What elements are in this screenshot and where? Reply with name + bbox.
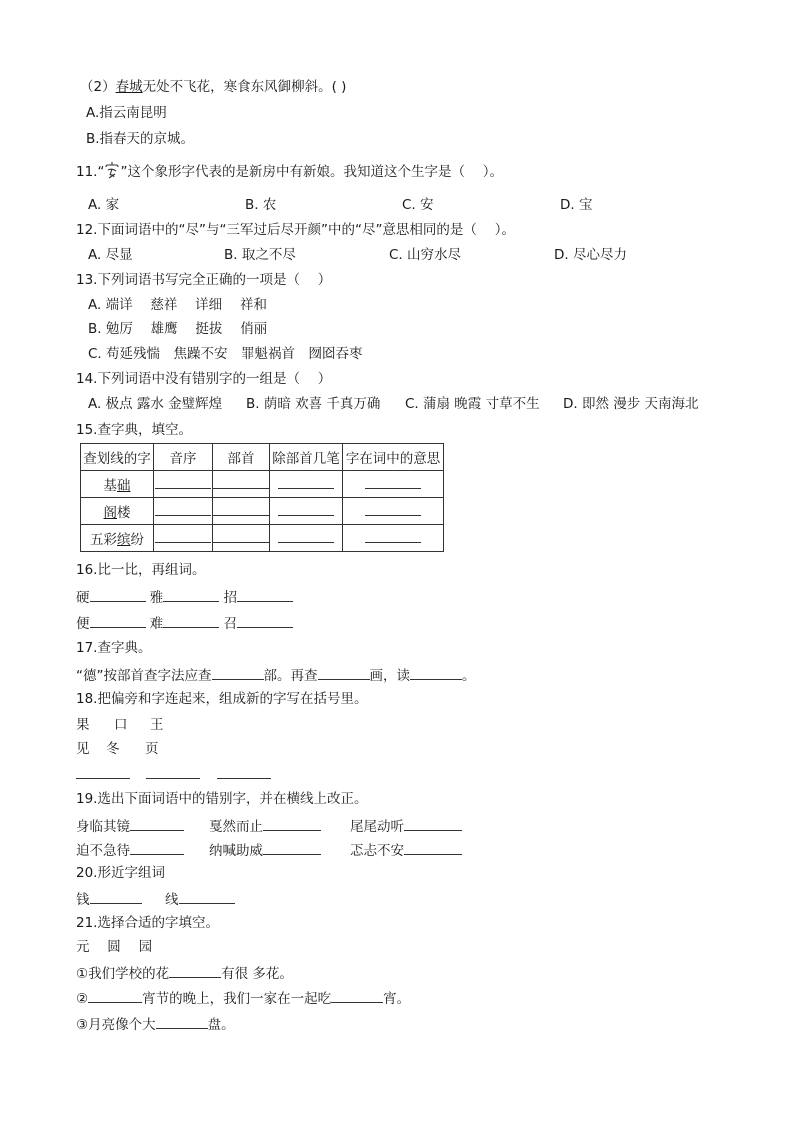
q14-option-a: A. 极点 露水 金璧辉煌 <box>88 396 223 412</box>
char-item[interactable]: 页 <box>145 741 159 757</box>
answer-blank[interactable] <box>343 525 444 552</box>
header-cell: 查划线的字 <box>81 444 154 471</box>
q21-char-choices: 元 圆 园 <box>76 939 153 955</box>
q21-sentence-3: ③月亮像个大 盘。 <box>76 1014 235 1034</box>
q21-sentence-1: ①我们学校的花 有很 多花。 <box>76 963 293 983</box>
answer-blank[interactable] <box>154 525 213 552</box>
q19-item: 忑忐不安 <box>350 840 462 860</box>
q16-row-1: 硬 雅 招 <box>76 587 293 607</box>
answer-blank[interactable] <box>146 764 200 779</box>
q20-stem: 20.形近字组词 <box>76 865 165 881</box>
header-cell: 字在词中的意思 <box>343 444 444 471</box>
answer-blank[interactable] <box>270 471 343 498</box>
q20-item: 钱 <box>76 889 142 909</box>
table-row <box>81 471 444 498</box>
answer-blank[interactable] <box>331 988 383 1003</box>
q14-option-b: B. 荫暗 欢喜 千真万确 <box>246 396 381 412</box>
answer-blank[interactable] <box>90 587 146 602</box>
header-cell: 部首 <box>213 444 270 471</box>
q14-option-d: D. 即然 漫步 天南海北 <box>563 396 699 412</box>
answer-blank[interactable] <box>404 840 462 855</box>
answer-blank[interactable] <box>217 764 271 779</box>
header-cell: 音序 <box>154 444 213 471</box>
table-row <box>81 525 444 552</box>
dictionary-table <box>80 443 444 552</box>
answer-blank[interactable] <box>263 840 321 855</box>
q12-option-c: C. 山穷水尽 <box>389 247 462 263</box>
q12-option-a: A. 尽显 <box>88 247 133 263</box>
q12-stem: 12.下面词语中的“尽”与“三军过后尽开颜”中的“尽”意思相同的是（ ）。 <box>76 222 515 238</box>
answer-blank[interactable] <box>410 665 462 680</box>
answer-blank[interactable] <box>163 613 219 628</box>
answer-blank[interactable] <box>154 471 213 498</box>
answer-blank[interactable] <box>90 889 142 904</box>
q19-item: 迫不急待 <box>76 840 184 860</box>
answer-blank[interactable] <box>163 587 219 602</box>
answer-blank[interactable] <box>213 525 270 552</box>
q10-2-stem: （2）春城无处不飞花，寒食东风御柳斜。( ) <box>80 79 347 95</box>
q16-stem: 16.比一比，再组词。 <box>76 562 206 578</box>
answer-blank[interactable] <box>343 471 444 498</box>
q13-option-b: B. 勉厉 雄鹰 挺拔 俏丽 <box>88 321 268 337</box>
q15-stem: 15.查字典，填空。 <box>76 422 192 438</box>
q19-stem: 19.选出下面词语中的错别字，并在横线上改正。 <box>76 791 368 807</box>
q21-stem: 21.选择合适的字填空。 <box>76 915 219 931</box>
answer-blank[interactable] <box>130 840 184 855</box>
answer-blank[interactable] <box>270 498 343 525</box>
q13-option-a: A. 端详 慈祥 详细 祥和 <box>88 297 267 313</box>
q11-option-b: B. 农 <box>245 197 277 213</box>
answer-blank[interactable] <box>237 613 293 628</box>
answer-blank[interactable] <box>263 816 321 831</box>
q19-item: 纳喊助威 <box>209 840 321 860</box>
q17-stem: 17.查字典。 <box>76 640 152 656</box>
q11-stem: 11.“ ”这个象形字代表的是新房中有新娘。我知道这个生字是（ ）。 <box>76 161 503 183</box>
table-header-row <box>81 444 444 471</box>
answer-blank[interactable] <box>237 587 293 602</box>
q12-option-d: D. 尽心尽力 <box>554 247 627 263</box>
underlined-word: 春城 <box>115 79 143 95</box>
answer-blank[interactable] <box>318 665 370 680</box>
answer-blank[interactable] <box>212 665 264 680</box>
q16-row-2: 便 难 召 <box>76 613 293 633</box>
answer-blank[interactable] <box>88 988 142 1003</box>
word-cell: 五彩缤纷 <box>81 525 154 552</box>
word-cell: 阁楼 <box>81 498 154 525</box>
q19-item: 身临其镜 <box>76 816 184 836</box>
answer-blank[interactable] <box>213 471 270 498</box>
q20-item: 线 <box>165 889 235 909</box>
header-cell: 除部首几笔 <box>270 444 343 471</box>
q12-option-b: B. 取之不尽 <box>224 247 296 263</box>
answer-blank[interactable] <box>213 498 270 525</box>
q11-option-a: A. 家 <box>88 197 120 213</box>
pictograph-icon <box>104 161 120 183</box>
q14-option-c: C. 蒲扇 晚霞 寸草不生 <box>405 396 540 412</box>
q19-item: 戛然而止 <box>209 816 321 836</box>
q19-item: 尾尾动听 <box>350 816 462 836</box>
table-row <box>81 498 444 525</box>
q11-option-d: D. 宝 <box>560 197 593 213</box>
q18-answer-blanks <box>76 764 271 784</box>
answer-blank[interactable] <box>154 498 213 525</box>
answer-blank[interactable] <box>156 1014 208 1029</box>
char-item[interactable]: 见 <box>76 741 90 757</box>
answer-blank[interactable] <box>270 525 343 552</box>
q14-stem: 14.下列词语中没有错别字的一组是（ ） <box>76 371 332 387</box>
q21-sentence-2: ② 宵节的晚上，我们一家在一起吃 宵。 <box>76 988 410 1008</box>
radical-item[interactable]: 王 <box>150 717 164 733</box>
q10-2-option-b: B.指春天的京城。 <box>86 131 195 147</box>
q13-option-c: C. 苟延残惴 焦躁不安 罪魁祸首 囫囵吞枣 <box>88 346 363 362</box>
radical-item[interactable]: 口 <box>114 717 128 733</box>
radical-item[interactable]: 果 <box>76 717 90 733</box>
answer-blank[interactable] <box>90 613 146 628</box>
answer-blank[interactable] <box>343 498 444 525</box>
q10-2-option-a: A.指云南昆明 <box>86 105 167 121</box>
answer-blank[interactable] <box>179 889 235 904</box>
answer-blank[interactable] <box>130 816 184 831</box>
word-cell: 基础 <box>81 471 154 498</box>
q17-body: “德”按部首查字法应查 部。再查 画，读 。 <box>76 665 476 685</box>
q13-stem: 13.下列词语书写完全正确的一项是（ ） <box>76 272 332 288</box>
q11-option-c: C. 安 <box>402 197 434 213</box>
answer-blank[interactable] <box>169 963 221 978</box>
q18-stem: 18.把偏旁和字连起来，组成新的字写在括号里。 <box>76 691 368 707</box>
answer-blank[interactable] <box>404 816 462 831</box>
char-item[interactable]: 冬 <box>106 741 120 757</box>
answer-blank[interactable] <box>76 764 130 779</box>
